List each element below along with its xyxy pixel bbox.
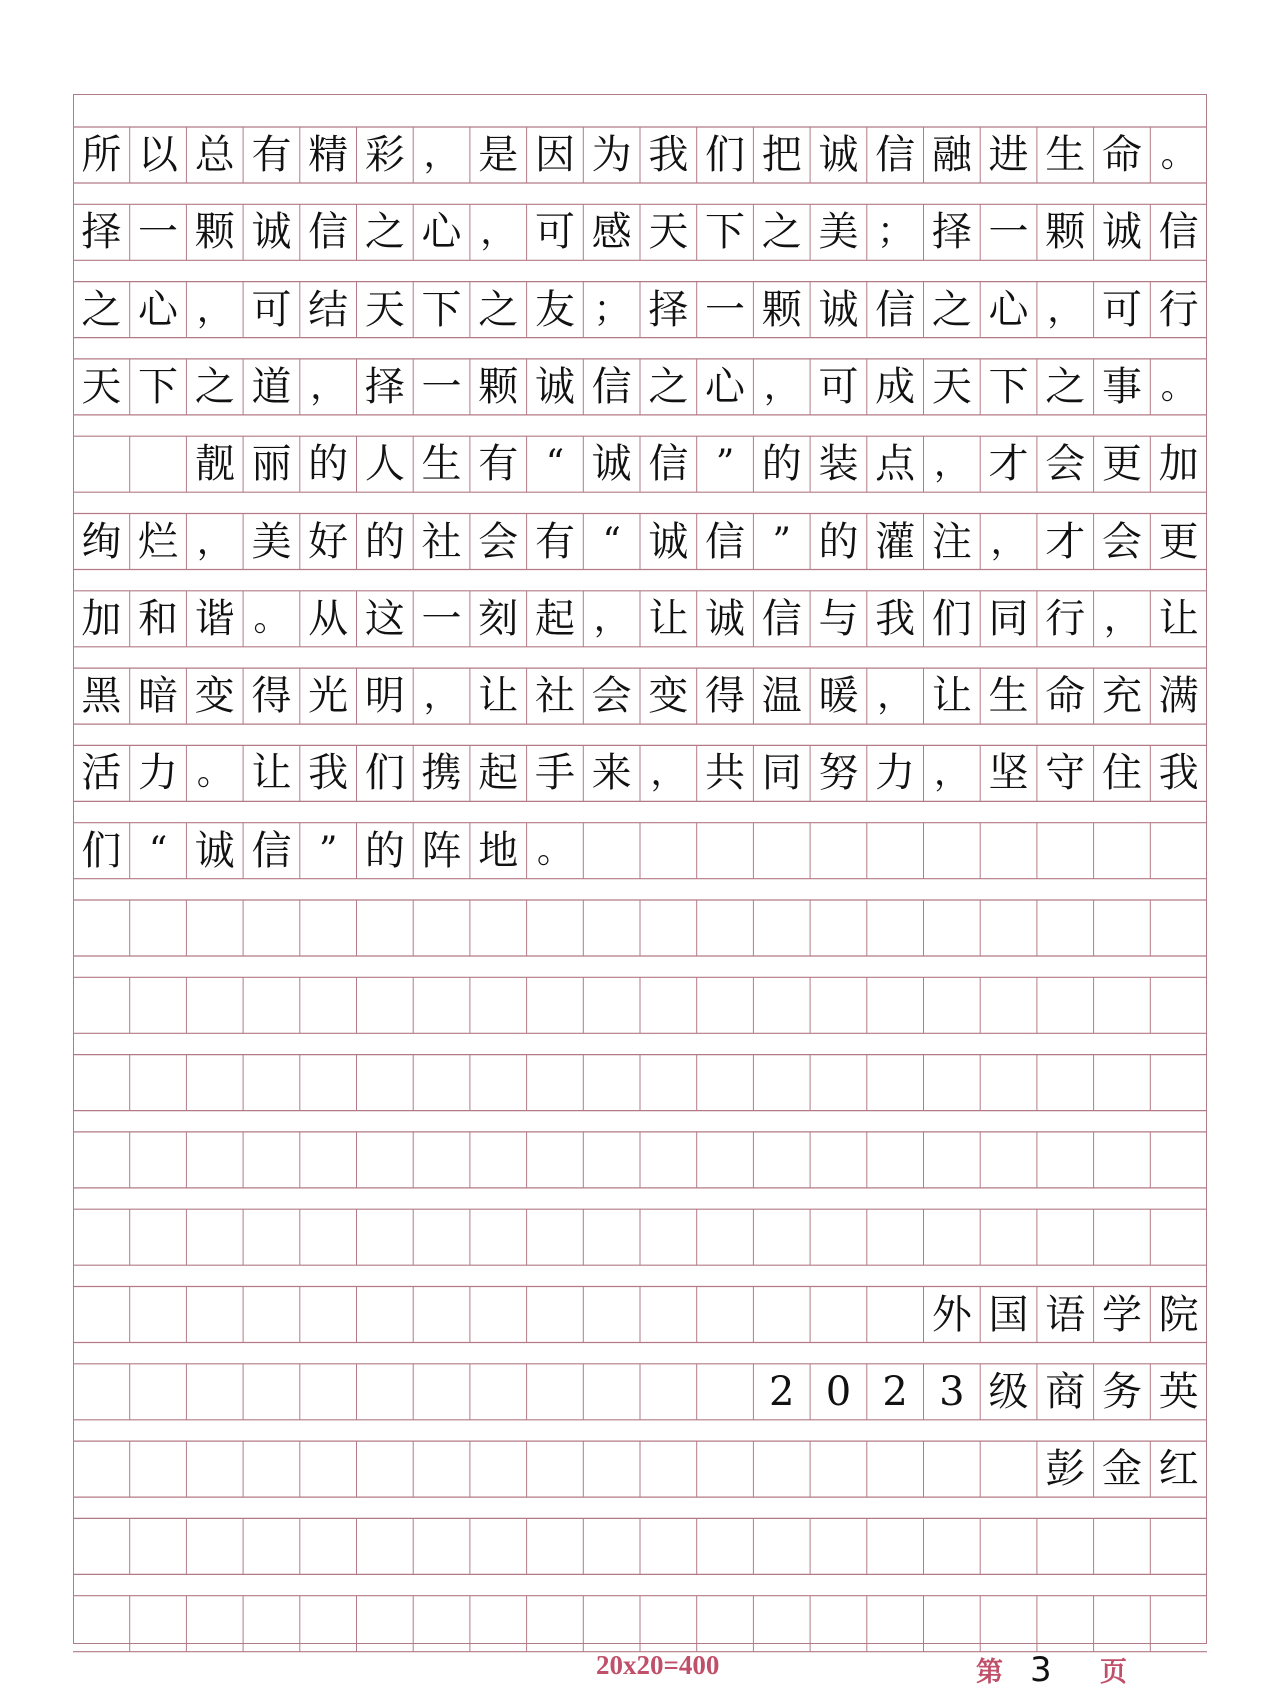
essay-char: 让 <box>251 750 292 797</box>
essay-char: 的 <box>818 518 859 565</box>
essay-char: 0 <box>825 1368 852 1415</box>
essay-char: 注 <box>931 518 972 565</box>
essay-char: 之 <box>478 286 519 333</box>
essay-char: 择 <box>364 363 405 410</box>
essay-char: 阵 <box>421 827 462 874</box>
essay-char: 红 <box>1158 1446 1199 1493</box>
essay-char: 语 <box>1045 1291 1086 1338</box>
essay-char: 颗 <box>1045 209 1086 256</box>
essay-char: ， <box>877 675 914 717</box>
essay-char: 下 <box>988 363 1029 410</box>
essay-char: 行 <box>1045 595 1086 642</box>
essay-char: 务 <box>1101 1368 1142 1415</box>
essay-char: 可 <box>251 286 292 333</box>
essay-char: 会 <box>591 673 632 720</box>
essay-char: 可 <box>534 209 575 256</box>
essay-char: 为 <box>591 132 632 178</box>
essay-char: 之 <box>648 363 689 410</box>
essay-char: 丽 <box>251 441 292 488</box>
essay-char: 烂 <box>138 518 179 565</box>
essay-char: 择 <box>648 286 689 333</box>
essay-char: 信 <box>648 441 689 488</box>
essay-char: ， <box>593 597 630 639</box>
essay-char: 因 <box>534 132 575 178</box>
essay-char: 下 <box>705 209 746 256</box>
essay-char: 总 <box>194 132 235 178</box>
essay-char: 商 <box>1045 1368 1086 1415</box>
essay-char: 友 <box>534 286 575 333</box>
essay-char: 之 <box>931 286 972 333</box>
essay-char: 之 <box>364 209 405 256</box>
essay-char: 绚 <box>81 518 122 565</box>
essay-char: 心 <box>988 286 1029 333</box>
essay-char: 有 <box>478 441 519 488</box>
essay-char: 好 <box>308 518 349 565</box>
essay-char: 力 <box>875 750 916 797</box>
essay-char: 天 <box>931 363 972 410</box>
essay-char: 进 <box>988 132 1029 178</box>
essay-char: ， <box>196 520 233 562</box>
essay-char: 诚 <box>534 363 575 410</box>
essay-char: 之 <box>1045 363 1086 410</box>
essay-char: 命 <box>1101 132 1142 178</box>
essay-char: 诚 <box>648 518 689 565</box>
essay-char: 道 <box>251 363 292 410</box>
essay-char: 谐 <box>194 595 235 642</box>
essay-char: 起 <box>478 750 519 797</box>
essay-char: 级 <box>988 1368 1029 1415</box>
essay-char: 加 <box>1158 441 1199 488</box>
essay-char: 信 <box>761 595 802 642</box>
essay-char: 会 <box>478 518 519 565</box>
essay-char: 。 <box>1160 365 1197 407</box>
essay-char: 这 <box>364 595 405 642</box>
essay-char: 与 <box>818 595 859 642</box>
essay-char: 诚 <box>194 827 235 874</box>
essay-char: 变 <box>648 673 689 720</box>
essay-char: 可 <box>818 363 859 410</box>
essay-char: 生 <box>421 441 462 488</box>
essay-char: 一 <box>988 209 1029 256</box>
essay-char: 学 <box>1101 1291 1142 1338</box>
essay-char: 更 <box>1158 518 1199 565</box>
essay-char: “ <box>148 829 168 871</box>
essay-char: 刻 <box>478 595 519 642</box>
essay-char: 信 <box>705 518 746 565</box>
essay-char: 更 <box>1101 441 1142 488</box>
essay-char: 行 <box>1158 286 1199 333</box>
essay-char: 和 <box>138 595 179 642</box>
essay-char: ， <box>423 675 460 717</box>
essay-char: 让 <box>648 595 689 642</box>
essay-char: 英 <box>1158 1368 1199 1415</box>
essay-char: 手 <box>534 750 575 797</box>
essay-char: 同 <box>988 595 1029 642</box>
essay-char: 心 <box>705 363 746 410</box>
essay-char: 一 <box>421 595 462 642</box>
essay-char: ， <box>1103 597 1140 639</box>
essay-char: 社 <box>534 673 575 720</box>
essay-char: 活 <box>81 750 122 797</box>
page-label-prefix: 第 <box>976 1657 1003 1687</box>
essay-char: 信 <box>251 827 292 874</box>
essay-char: 一 <box>138 209 179 256</box>
essay-char: 是 <box>478 132 519 178</box>
essay-char: 我 <box>648 132 689 178</box>
essay-char: ， <box>763 365 800 407</box>
essay-char: 诚 <box>591 441 632 488</box>
essay-char: 美 <box>818 209 859 256</box>
essay-char: 会 <box>1045 441 1086 488</box>
essay-char: ， <box>423 134 460 175</box>
essay-char: 让 <box>478 673 519 720</box>
essay-char: ， <box>1047 288 1084 330</box>
essay-char: 之 <box>81 286 122 333</box>
essay-char: ” <box>715 443 735 485</box>
essay-char: 事 <box>1101 363 1142 410</box>
essay-char: 暖 <box>818 673 859 720</box>
essay-char: ， <box>990 520 1027 562</box>
essay-char: 2 <box>769 1368 795 1415</box>
essay-char: 天 <box>364 286 405 333</box>
essay-char: 黑 <box>81 673 122 720</box>
essay-char: ” <box>772 520 791 562</box>
essay-char: 地 <box>478 827 519 874</box>
essay-char: 得 <box>251 673 292 720</box>
essay-char: 得 <box>705 673 746 720</box>
essay-char: 灌 <box>875 518 916 565</box>
essay-char: 我 <box>875 595 916 642</box>
essay-char: “ <box>545 443 565 485</box>
essay-char: 心 <box>421 209 462 256</box>
essay-char: 变 <box>194 673 235 720</box>
essay-char: 们 <box>931 595 972 642</box>
essay-char: 坚 <box>988 750 1029 797</box>
essay-char: 美 <box>251 518 292 565</box>
essay-char: ， <box>933 443 970 485</box>
essay-char: 满 <box>1158 673 1199 720</box>
essay-char: 靓 <box>194 441 235 488</box>
essay-char: 让 <box>931 673 972 720</box>
essay-char: 心 <box>138 286 179 333</box>
essay-char: “ <box>602 520 621 562</box>
page-label-suffix: 页 <box>1100 1657 1127 1687</box>
essay-char: 让 <box>1158 595 1199 642</box>
essay-char: 们 <box>81 827 122 874</box>
essay-char: 会 <box>1101 518 1142 565</box>
essay-char: 明 <box>364 673 405 720</box>
essay-char: 精 <box>308 132 349 178</box>
essay-char: 诚 <box>251 209 292 256</box>
essay-char: 社 <box>421 518 462 565</box>
essay-char: 才 <box>988 441 1029 488</box>
essay-char: 择 <box>81 209 122 256</box>
essay-char: 颗 <box>761 286 802 333</box>
essay-char: 努 <box>818 750 859 797</box>
essay-char: 信 <box>1158 209 1199 256</box>
essay-char: 我 <box>1158 750 1199 797</box>
essay-char: 之 <box>194 363 235 410</box>
essay-char: 成 <box>875 363 916 410</box>
essay-char: 下 <box>421 286 462 333</box>
essay-char: 有 <box>251 132 292 178</box>
essay-char: 诚 <box>818 132 859 178</box>
essay-char: 装 <box>818 441 859 488</box>
essay-char: ； <box>877 211 914 253</box>
essay-char: 诚 <box>818 286 859 333</box>
essay-char: 院 <box>1158 1291 1199 1338</box>
page-number: 3 <box>1030 1650 1052 1690</box>
essay-char: 一 <box>421 363 462 410</box>
essay-char: 充 <box>1101 673 1142 720</box>
essay-char: ， <box>933 752 970 794</box>
essay-char: 同 <box>761 750 802 797</box>
essay-char: 感 <box>591 209 632 256</box>
grid-size-label: 20x20=400 <box>596 1650 720 1680</box>
essay-char: 所 <box>81 132 122 178</box>
essay-char: 才 <box>1045 518 1086 565</box>
essay-char: 的 <box>364 827 405 874</box>
essay-char: 择 <box>931 209 972 256</box>
essay-char: 生 <box>1045 132 1086 178</box>
essay-char: 可 <box>1101 286 1142 333</box>
essay-char: ” <box>318 829 338 871</box>
essay-char: 的 <box>364 518 405 565</box>
essay-char: 外 <box>931 1291 972 1338</box>
essay-char: 起 <box>534 595 575 642</box>
essay-char: 之 <box>761 209 802 256</box>
essay-char: 。 <box>536 829 573 871</box>
essay-char: 。 <box>253 597 290 639</box>
essay-char: 命 <box>1045 673 1086 720</box>
essay-char: 生 <box>988 673 1029 720</box>
essay-char: 2 <box>882 1368 908 1415</box>
essay-char: 颗 <box>194 209 235 256</box>
essay-char: 的 <box>308 441 349 488</box>
essay-char: 彭 <box>1045 1446 1086 1493</box>
essay-char: 信 <box>308 209 349 256</box>
essay-char: 们 <box>705 132 746 178</box>
essay-char: 温 <box>761 673 802 720</box>
essay-char: 融 <box>931 132 972 178</box>
essay-char: 共 <box>705 750 746 797</box>
essay-char: 。 <box>1160 134 1197 175</box>
essay-char: 结 <box>308 286 349 333</box>
essay-char: ， <box>650 752 687 794</box>
essay-char: 一 <box>705 286 746 333</box>
essay-char: 天 <box>648 209 689 256</box>
essay-char: 金 <box>1101 1446 1142 1493</box>
essay-char: 守 <box>1045 750 1086 797</box>
essay-char: 彩 <box>364 132 405 178</box>
essay-char: 颗 <box>478 363 519 410</box>
essay-char: 。 <box>196 752 233 794</box>
essay-char: 们 <box>364 750 405 797</box>
essay-char: 下 <box>138 363 179 410</box>
essay-char: 携 <box>421 750 462 797</box>
essay-char: 暗 <box>138 673 179 720</box>
essay-char: 我 <box>308 750 349 797</box>
essay-char: 力 <box>138 750 179 797</box>
essay-char: 光 <box>308 673 349 720</box>
essay-char: 加 <box>81 595 122 642</box>
essay-char: 天 <box>81 363 122 410</box>
essay-char: ， <box>480 211 517 253</box>
essay-char: 点 <box>875 441 916 488</box>
essay-char: 信 <box>875 286 916 333</box>
essay-char: 住 <box>1101 750 1142 797</box>
essay-char: 有 <box>534 518 575 565</box>
essay-char: 信 <box>875 132 916 178</box>
essay-char: 诚 <box>705 595 746 642</box>
essay-char: 诚 <box>1101 209 1142 256</box>
essay-char: ， <box>310 365 347 407</box>
essay-char: 人 <box>364 441 405 488</box>
essay-char: 把 <box>761 132 802 178</box>
essay-char: 3 <box>939 1368 965 1415</box>
essay-char: 信 <box>591 363 632 410</box>
essay-char: ， <box>196 288 233 330</box>
essay-char: ； <box>593 288 630 330</box>
essay-char: 国 <box>988 1291 1029 1338</box>
essay-char: 的 <box>761 441 802 488</box>
essay-char: 从 <box>308 595 349 642</box>
essay-char: 来 <box>591 750 632 797</box>
essay-char: 以 <box>138 132 179 178</box>
